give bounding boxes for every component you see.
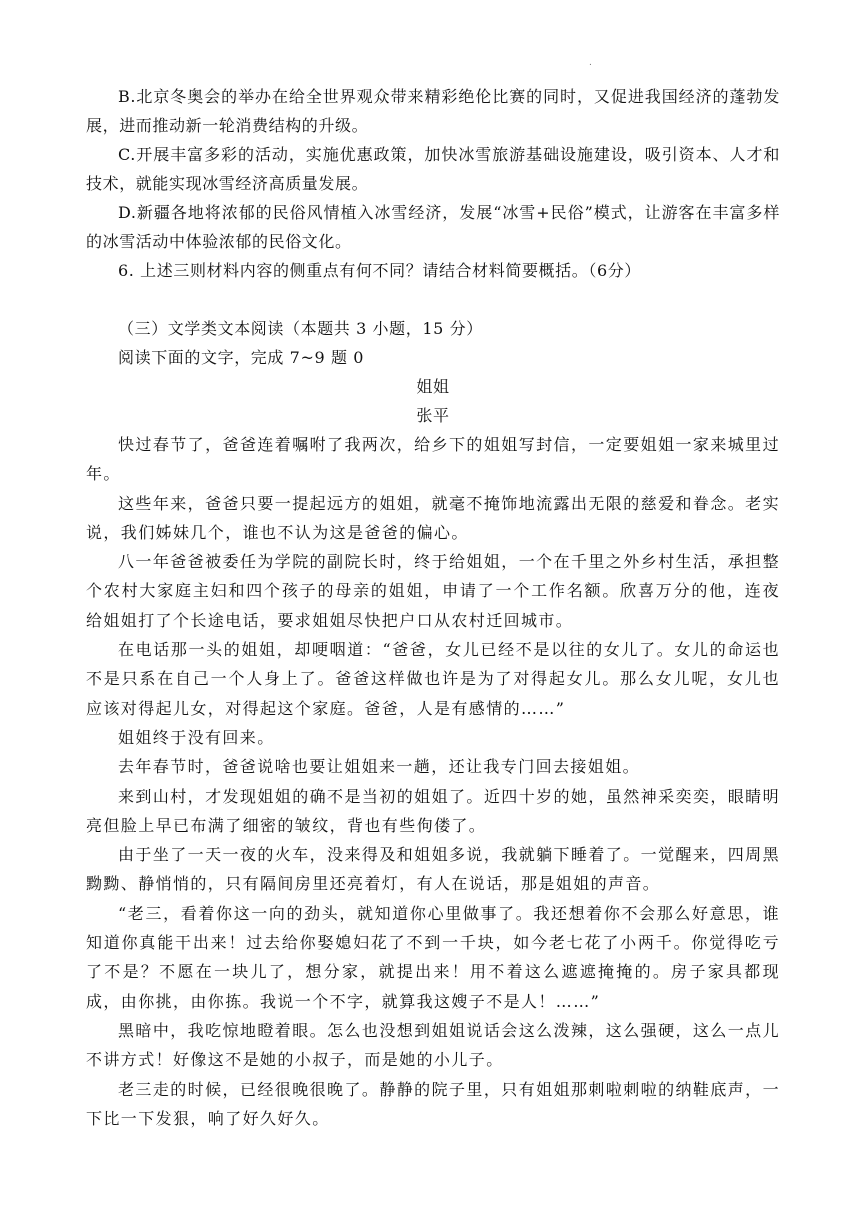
story-paragraph: 老三走的时候，已经很晚很晚了。静静的院子里，只有姐姐那刺啦刺啦的纳鞋底声，一下比一下发狠，响了好久好久。 [86, 1079, 780, 1128]
story-paragraph: 八一年爸爸被委任为学院的副院长时，终于给姐姐，一个在千里之外乡村生活，承担整个农村大家庭主妇和四个孩子的母亲的姐姐，申请了一个工作名额。欣喜万分的他，连夜给姐姐打了个长途电话，要求姐姐尽快把户口从农村迁回城市。 [86, 552, 780, 630]
story-title: 姐姐 [416, 377, 450, 396]
story-paragraph: 这些年来，爸爸只要一提起远方的姐姐，就毫不掩饰地流露出无限的慈爱和眷念。老实说，我们姊妹几个，谁也不认为这是爸爸的偏心。 [86, 493, 780, 542]
story-paragraph: “老三，看着你这一向的劲头，就知道你心里做事了。我还想着你不会那么好意思，谁知道你真能干出来！过去给你娶媳妇花了不到一千块，如今老七花了小两千。你觉得吃亏了不是？不愿在一块儿了，想分家，就提出来！用不着这么遮遮掩掩的。房子家具都现成，由你挑，由你拣。我说一个不字，就算我这嫂子不是人！……” [86, 903, 780, 1011]
page-content [86, 82, 780, 1133]
story-paragraph: 姐姐终于没有回来。 [118, 727, 275, 747]
section-instruction: 阅读下面的文字，完成 7~9 题 0 [118, 348, 365, 367]
option-b: B.北京冬奥会的举办在给全世界观众带来精彩绝伦比赛的同时，又促进我国经济的蓬勃发展，进而推动新一轮消费结构的升级。 [86, 87, 780, 135]
section-heading: （三）文学类文本阅读（本题共 3 小题，15 分） [118, 319, 483, 338]
story-author: 张平 [416, 406, 450, 425]
story-paragraph: 去年春节时，爸爸说啥也要让姐姐来一趟，还让我专门回去接姐姐。 [118, 757, 641, 777]
story-paragraph: 来到山村，才发现姐姐的确不是当初的姐姐了。近四十岁的她，虽然神采奕奕，眼睛明亮但脸上早已布满了细密的皱纹，背也有些佝偻了。 [86, 786, 780, 835]
story-body [86, 430, 780, 1133]
story-paragraph: 由于坐了一天一夜的火车，没来得及和姐姐多说，我就躺下睡着了。一觉醒来，四周黑黝黝、静悄悄的，只有隔间房里还亮着灯，有人在说话，那是姐姐的声音。 [86, 845, 780, 894]
story-paragraph: 在电话那一头的姐姐，却哽咽道：“爸爸，女儿已经不是以往的女儿了。女儿的命运也不是只系在自己一个人身上了。爸爸这样做也许是为了对得起女儿。那么女儿呢，女儿也应该对得起儿女，对得起这个家庭。爸爸，人是有感情的……” [86, 640, 780, 718]
option-d: D.新疆各地将浓郁的民俗风情植入冰雪经济，发展“冰雪+民俗”模式，让游客在丰富多样的冰雪活动中体验浓郁的民俗文化。 [86, 203, 780, 251]
option-c: C.开展丰富多彩的活动，实施优惠政策，加快冰雪旅游基础设施建设，吸引资本、人才和技术，就能实现冰雪经济高质量发展。 [86, 145, 780, 193]
header-dot: . [589, 58, 592, 68]
question-6: 6. 上述三则材料内容的侧重点有何不同？请结合材料简要概括。（6分） [118, 261, 641, 280]
story-paragraph: 快过春节了，爸爸连着嘱咐了我两次，给乡下的姐姐写封信，一定要姐姐一家来城里过年。 [86, 435, 780, 484]
story-paragraph: 黑暗中，我吃惊地瞪着眼。怎么也没想到姐姐说话会这么泼辣，这么强硬，这么一点儿不讲方式！好像这不是她的小叔子，而是她的小儿子。 [86, 1020, 780, 1070]
